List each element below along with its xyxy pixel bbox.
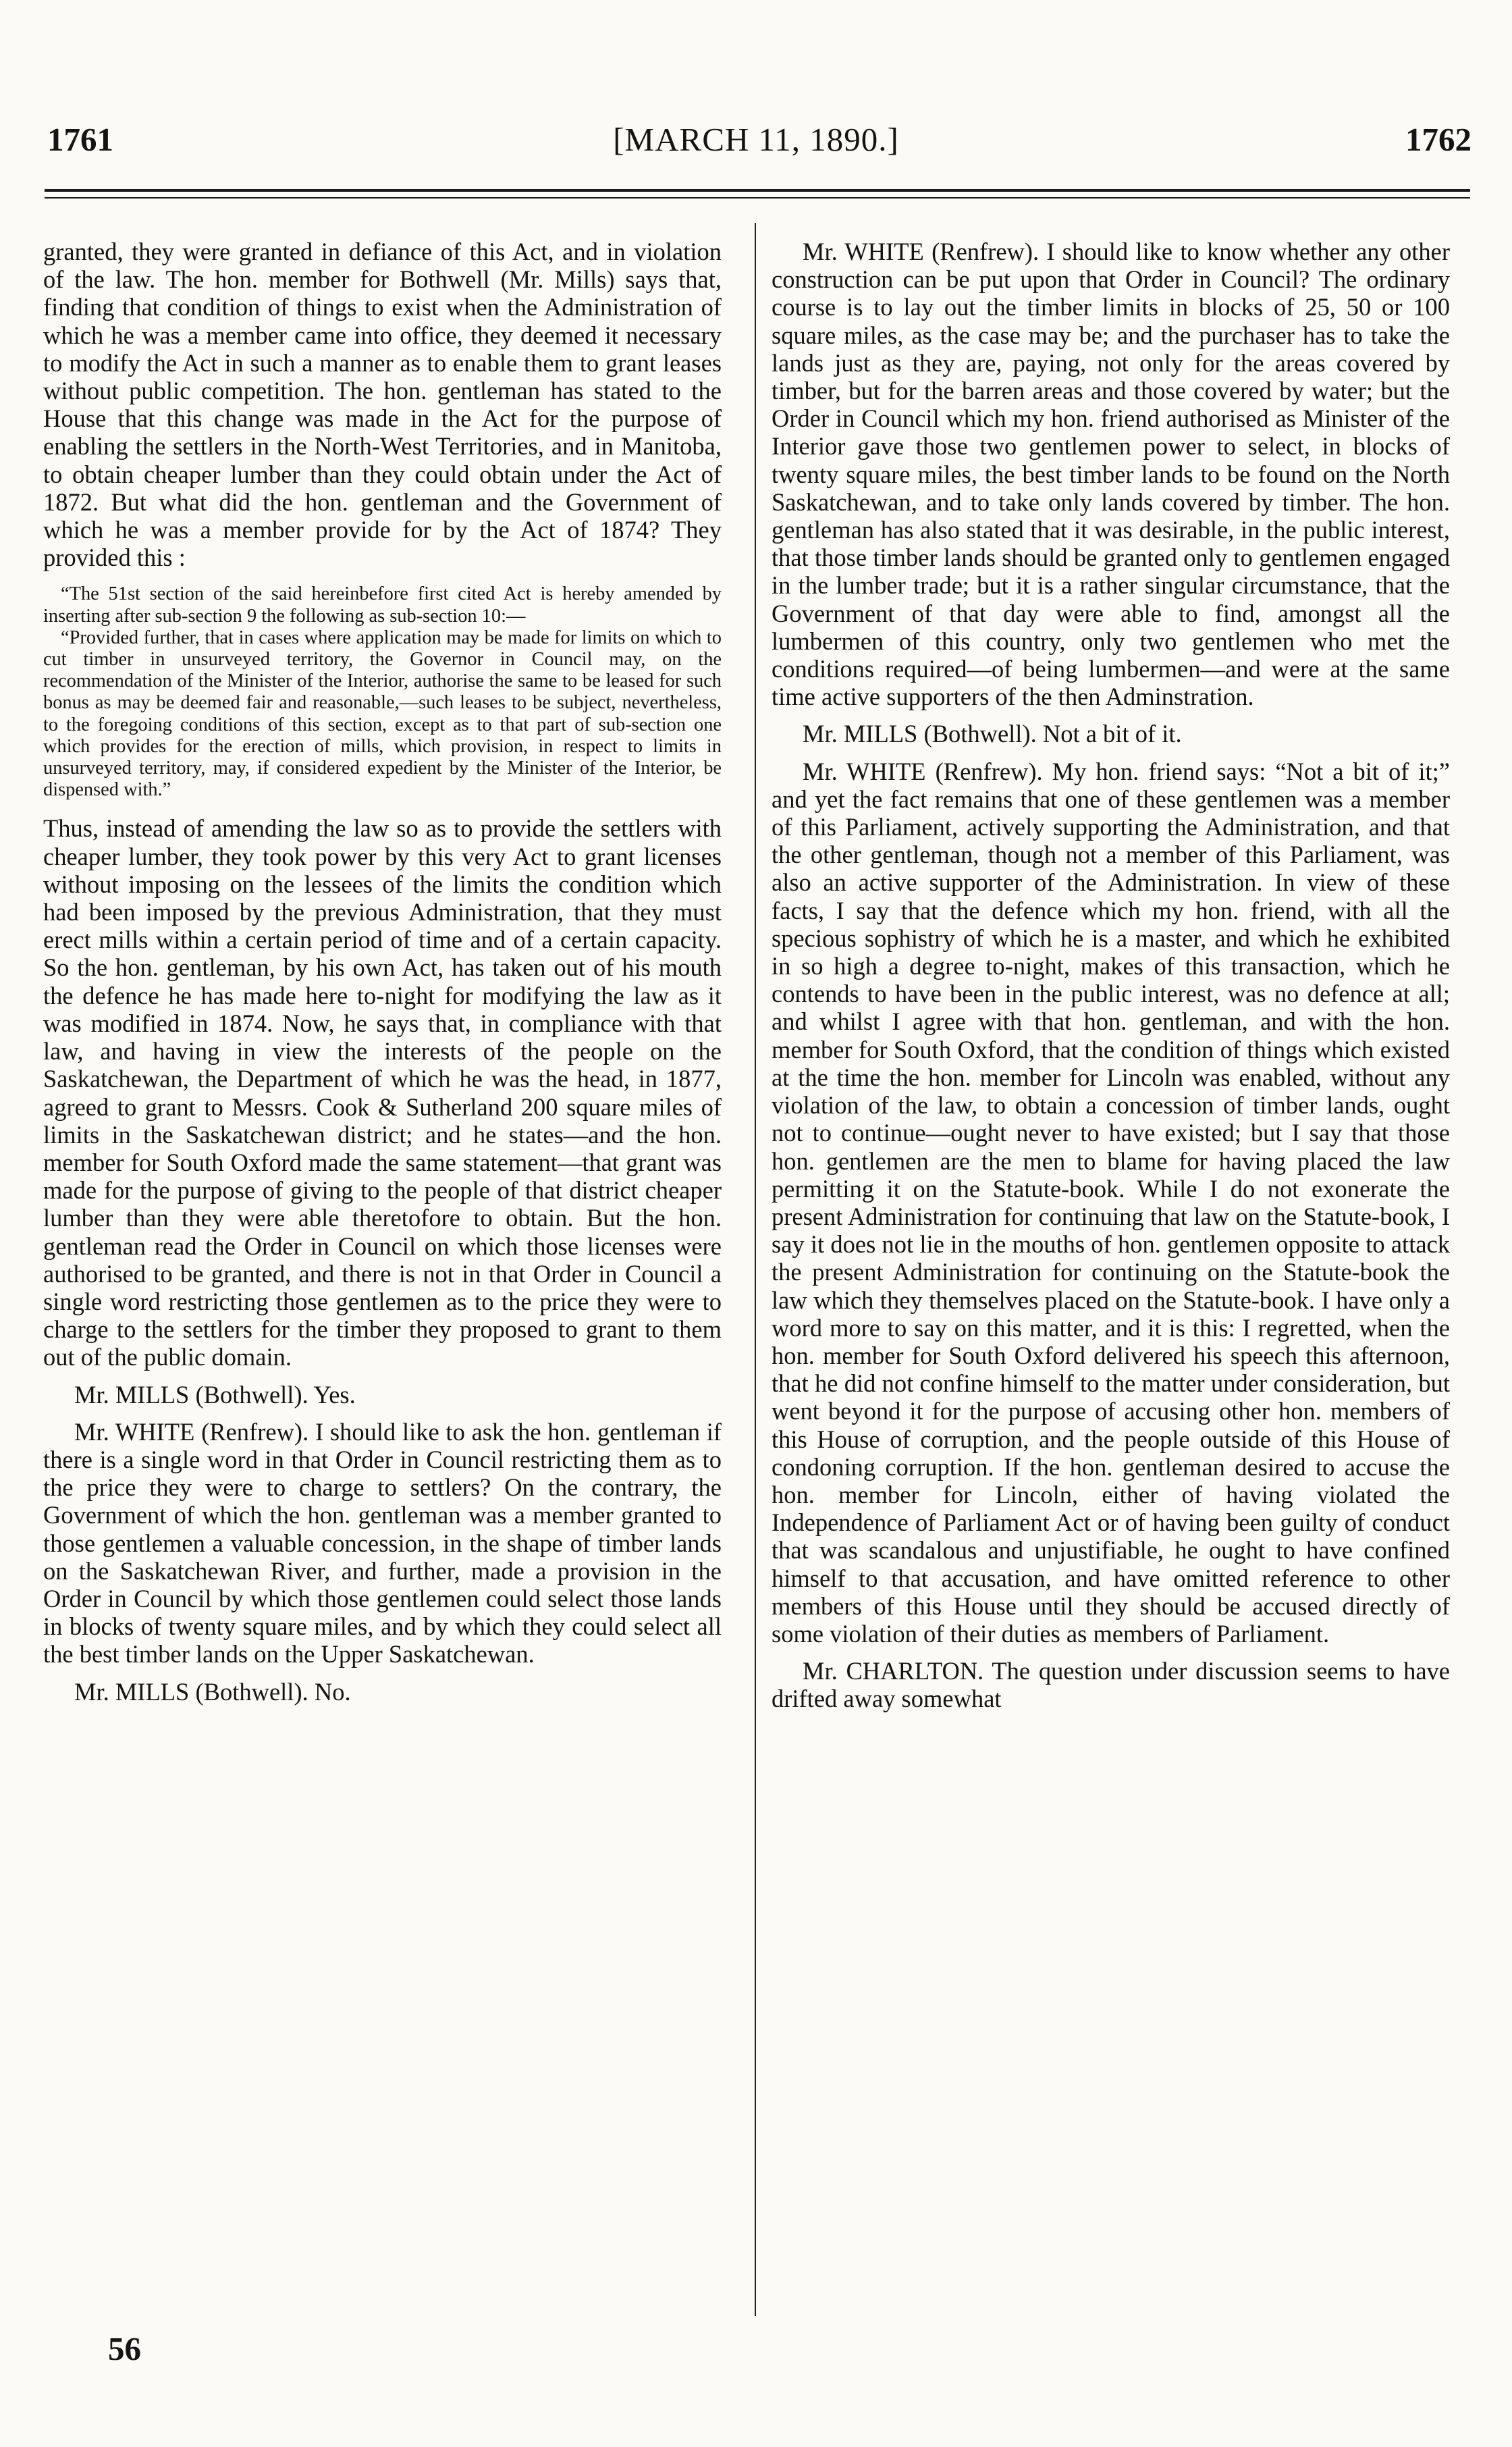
- left-paragraph-5: Mr. MILLS (Bothwell). No.: [74, 1677, 351, 1706]
- page-header: [40, 120, 1472, 161]
- page-number-right: 1762: [1405, 121, 1472, 158]
- left-column: [43, 238, 722, 1706]
- column-divider: [755, 223, 756, 2316]
- left-paragraph-3: Mr. MILLS (Bothwell). Yes.: [74, 1380, 356, 1409]
- left-paragraph-2: Thus, instead of amending the law so as to provide the settlers with cheaper lumber, they took power by this very Act to grant licenses without imposing on the lessees of the limits the condition which had been imposed by the previous Administration, that they must erect mills within a certain period of time and of a certain capacity. So the hon. gentleman, by his own Act, has taken out of his mouth the defence he has made here to-night for modifying the law as it was modified in 1874. Now, he says that, in compliance with that law, and having in view the interests of the people on the Saskatchewan, the Department of which he was the head, in 1877, agreed to grant to Messrs. Cook & Sutherland 200 square miles of limits in the Saskatchewan district; and he states—and the hon. member for South Oxford made the same statement—that grant was made for the purpose of giving to the people of that district cheaper lumber than they were able theretofore to obtain. But the hon. gentleman read the Order in Council on which those licenses were authorised to be granted, and there is not in that Order in Council a single word restricting those gentlemen as to the price they were to charge to the settlers for the timber they proposed to grant to them out of the public domain.: [43, 814, 722, 1371]
- header-rule-thick: [45, 189, 1470, 192]
- quoted-act-excerpt: [43, 583, 722, 801]
- left-paragraph-1: granted, they were granted in defiance of this Act, and in violation of the law. The hon. member for Bothwell (Mr. Mills) says that, finding that condition of things to exist when the Administration of which he was a member came into office, they deemed it necessary to modify the Act in such a manner as to enable them to grant leases without public competition. The hon. gentleman has stated to the House that this change was made in the Act for the purpose of enabling the settlers in the North-West Territories, and in Manitoba, to obtain cheaper lumber than they could obtain under the Act of 1872. But what did the hon. gentleman and the Government of which he was a member provide for by the Act of 1874? They provided this :: [43, 238, 722, 572]
- quote-paragraph-1: “The 51st section of the said hereinbefore first cited Act is hereby amended by inserting after sub-section 9 the following as sub-section 10:—: [43, 583, 722, 627]
- quote-paragraph-2: “Provided further, that in cases where application may be made for limits on which to cut timber in unsurveyed territory, the Governor in Council may, on the recommendation of the Minister of the Interior, authorise the same to be leased for such bonus as may be deemed fair and reasonable,—such leases to be subject, nevertheless, to the foregoing conditions of this section, except as to that part of sub-section one which provides for the erection of mills, which provision, in respect to limits in unsurveyed territory, may, if considered expedient by the Minister of the Interior, be dispensed with.”: [43, 627, 722, 801]
- page-number-left: 1761: [47, 121, 113, 158]
- right-paragraph-4: Mr. CHARLTON. The question under discussion seems to have drifted away somewhat: [772, 1657, 1450, 1713]
- right-paragraph-2: Mr. MILLS (Bothwell). Not a bit of it.: [803, 720, 1182, 748]
- right-column: [772, 238, 1450, 1713]
- right-paragraph-1: Mr. WHITE (Renfrew). I should like to know whether any other construction can be put upon that Order in Council? The ordinary course is to lay out the timber limits in blocks of 25, 50 or 100 square miles, as the case may be; and the purchaser has to take the lands just as they are, paying, not only for the areas covered by timber, but for the barren areas and those covered by water; but the Order in Council which my hon. friend authorised as Minister of the Interior gave those two gentlemen power to select, in blocks of twenty square miles, the best timber lands to be found on the North Saskatchewan, and to take only lands covered by timber. The hon. gentleman has also stated that it was desirable, in the public interest, that those timber lands should be granted only to gentlemen engaged in the lumber trade; but it is a rather singular circumstance, that the Government of that day were able to find, amongst all the lumbermen of this country, only two gentlemen who met the conditions required—of being lumbermen—and were at the same time active supporters of the then Adminstration.: [772, 238, 1450, 711]
- left-paragraph-4: Mr. WHITE (Renfrew). I should like to ask the hon. gentleman if there is a single word in that Order in Council restricting them as to the price they were to charge to settlers? On the contrary, the Government of which the hon. gentleman was a member granted to those gentlemen a valuable concession, in the shape of timber lands on the Saskatchewan River, and further, made a provision in the Order in Council by which those gentlemen could select those lands in blocks of twenty square miles, and by which they could select all the best timber lands on the Upper Saskatchewan.: [43, 1417, 722, 1668]
- header-rule-thin: [45, 197, 1470, 199]
- right-paragraph-3: Mr. WHITE (Renfrew). My hon. friend says: “Not a bit of it;” and yet the fact remains that one of these gentlemen was a member of this Parliament, actively supporting the Administration, and that the other gentleman, though not a member of this Parliament, was also an active supporter of the Administration. In view of these facts, I say that the defence which my hon. friend, with all the specious sophistry of which he is a master, and which he exhibited in so high a degree to-night, makes of this transaction, which he contends to have been in the public interest, was no defence at all; and whilst I agree with that hon. gentleman, and with the hon. member for South Oxford, that the condition of things which existed at the time the hon. member for Lincoln was enabled, without any violation of the law, to obtain a concession of timber lands, ought not to continue—ought never to have existed; but I say that those hon. gentlemen are the men to blame for having placed the law permitting it on the Statute-book. While I do not exonerate the present Administration for continuing that law on the Statute-book, I say it does not lie in the mouths of hon. gentlemen opposite to attack the present Administration for continuing on the Statute-book the law which they themselves placed on the Statute-book. I have only a word more to say on this matter, and it is this: I regretted, when the hon. member for South Oxford delivered his speech this afternoon, that he did not confine himself to the matter under consideration, but went beyond it for the purpose of accusing other hon. members of this House of corruption, and the people outside of this House of condoning corruption. If the hon. gentleman desired to accuse the hon. member for Lincoln, either of having violated the Independence of Parliament Act or of having been guilty of conduct that was scandalous and unjustifiable, he ought to have confined himself to that accusation, and have omitted reference to other members of this House until they should be accused directly of some violation of their duties as members of Parliament.: [772, 757, 1450, 1648]
- page-date-heading: [MARCH 11, 1890.]: [613, 121, 899, 158]
- signature-folio-number: 56: [108, 2330, 141, 2367]
